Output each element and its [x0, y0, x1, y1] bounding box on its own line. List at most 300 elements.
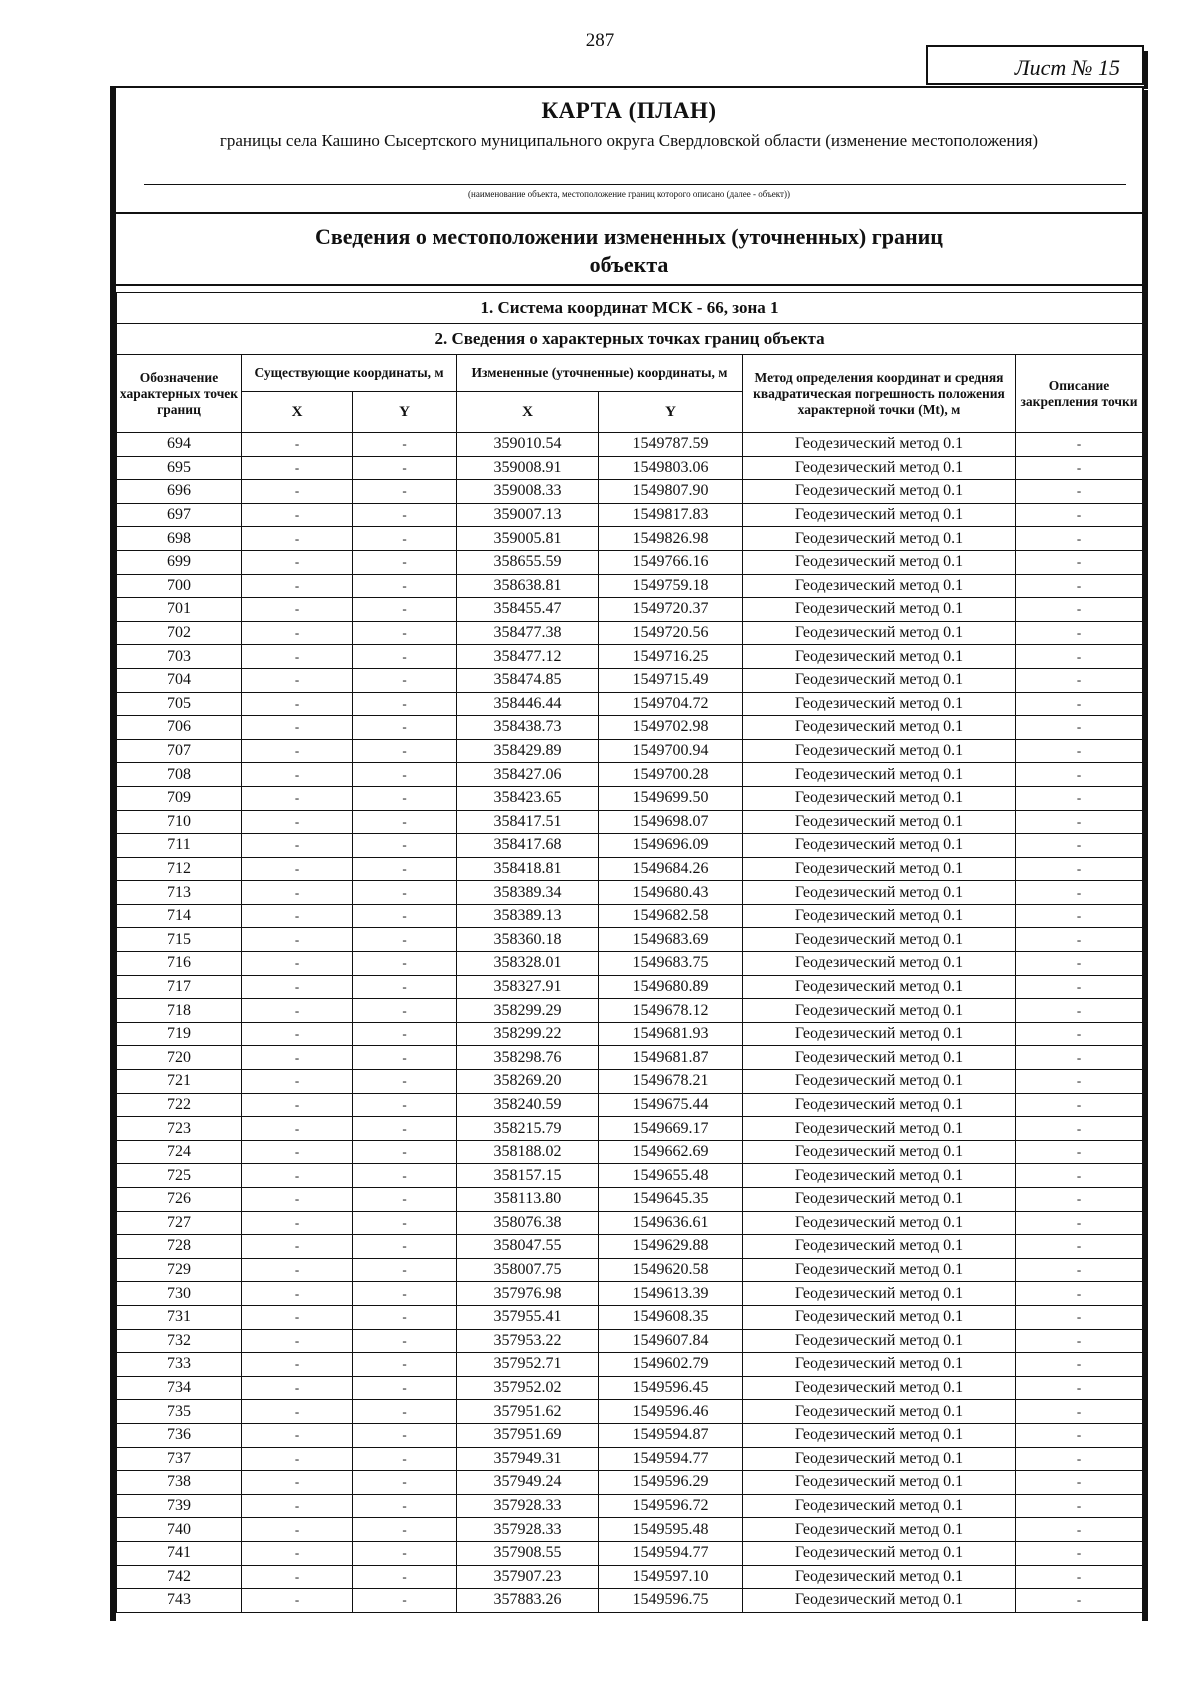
cell-method: Геодезический метод 0.1: [743, 1235, 1016, 1259]
cell-existing-y: -: [353, 999, 457, 1023]
cell-point-number: 716: [117, 952, 242, 976]
cell-fixing-description: -: [1016, 1447, 1143, 1471]
cell-changed-x: 358327.91: [457, 975, 599, 999]
cell-point-number: 726: [117, 1188, 242, 1212]
cell-changed-y: 1549607.84: [599, 1329, 743, 1353]
cell-existing-y: -: [353, 503, 457, 527]
cell-changed-y: 1549594.77: [599, 1541, 743, 1565]
cell-existing-x: -: [242, 1022, 353, 1046]
cell-changed-y: 1549613.39: [599, 1282, 743, 1306]
cell-existing-y: -: [353, 1258, 457, 1282]
cell-existing-x: -: [242, 503, 353, 527]
cell-changed-y: 1549595.48: [599, 1518, 743, 1542]
cell-existing-x: -: [242, 1117, 353, 1141]
cell-point-number: 701: [117, 598, 242, 622]
table-row: [117, 1235, 1143, 1259]
table-row: [117, 1022, 1143, 1046]
cell-fixing-description: -: [1016, 1589, 1143, 1613]
cell-point-number: 720: [117, 1046, 242, 1070]
cell-method: Геодезический метод 0.1: [743, 1565, 1016, 1589]
cell-point-number: 717: [117, 975, 242, 999]
cell-changed-x: 358240.59: [457, 1093, 599, 1117]
cell-point-number: 725: [117, 1164, 242, 1188]
cell-point-number: 737: [117, 1447, 242, 1471]
cell-existing-x: -: [242, 550, 353, 574]
cell-point-number: 729: [117, 1258, 242, 1282]
cell-fixing-description: -: [1016, 598, 1143, 622]
table-row: [117, 1258, 1143, 1282]
table-row: [117, 574, 1143, 598]
cell-method: Геодезический метод 0.1: [743, 527, 1016, 551]
boundary-points-table: [116, 292, 1143, 1613]
cell-existing-y: -: [353, 1070, 457, 1094]
table-row: [117, 1305, 1143, 1329]
cell-existing-x: -: [242, 1140, 353, 1164]
cell-changed-x: 358007.75: [457, 1258, 599, 1282]
page-number: 287: [585, 30, 615, 51]
cell-existing-y: -: [353, 881, 457, 905]
cell-method: Геодезический метод 0.1: [743, 574, 1016, 598]
subtitle-underline: [144, 184, 1126, 185]
cell-changed-x: 358474.85: [457, 668, 599, 692]
cell-point-number: 718: [117, 999, 242, 1023]
cell-method: Геодезический метод 0.1: [743, 952, 1016, 976]
cell-fixing-description: -: [1016, 503, 1143, 527]
cell-fixing-description: -: [1016, 1046, 1143, 1070]
cell-fixing-description: -: [1016, 1329, 1143, 1353]
table-row: [117, 810, 1143, 834]
table-row: [117, 1565, 1143, 1589]
cell-existing-y: -: [353, 975, 457, 999]
cell-method: Геодезический метод 0.1: [743, 999, 1016, 1023]
cell-method: Геодезический метод 0.1: [743, 480, 1016, 504]
cell-changed-x: 357883.26: [457, 1589, 599, 1613]
cell-existing-x: -: [242, 1258, 353, 1282]
cell-existing-y: -: [353, 1565, 457, 1589]
cell-existing-x: -: [242, 1494, 353, 1518]
cell-existing-x: -: [242, 433, 353, 457]
cell-changed-y: 1549681.93: [599, 1022, 743, 1046]
cell-changed-y: 1549675.44: [599, 1093, 743, 1117]
cell-existing-x: -: [242, 999, 353, 1023]
cell-method: Геодезический метод 0.1: [743, 1494, 1016, 1518]
cell-changed-x: 358455.47: [457, 598, 599, 622]
cell-changed-y: 1549759.18: [599, 574, 743, 598]
cell-changed-x: 358328.01: [457, 952, 599, 976]
cell-changed-x: 358446.44: [457, 692, 599, 716]
cell-fixing-description: -: [1016, 1423, 1143, 1447]
cell-existing-x: -: [242, 810, 353, 834]
cell-point-number: 728: [117, 1235, 242, 1259]
cell-changed-y: 1549683.69: [599, 928, 743, 952]
cell-fixing-description: -: [1016, 881, 1143, 905]
cell-existing-y: -: [353, 1447, 457, 1471]
cell-method: Геодезический метод 0.1: [743, 598, 1016, 622]
cell-changed-y: 1549620.58: [599, 1258, 743, 1282]
cell-fixing-description: -: [1016, 716, 1143, 740]
cell-point-number: 739: [117, 1494, 242, 1518]
cell-changed-y: 1549596.75: [599, 1589, 743, 1613]
table-row: [117, 692, 1143, 716]
cell-existing-x: -: [242, 928, 353, 952]
cell-changed-x: 358655.59: [457, 550, 599, 574]
col-designation: Обозначение характерных точек границ: [117, 355, 242, 433]
cell-method: Геодезический метод 0.1: [743, 1305, 1016, 1329]
table-row: [117, 1140, 1143, 1164]
cell-existing-y: -: [353, 598, 457, 622]
cell-method: Геодезический метод 0.1: [743, 550, 1016, 574]
cell-method: Геодезический метод 0.1: [743, 739, 1016, 763]
cell-existing-y: -: [353, 1188, 457, 1212]
cell-changed-x: 358047.55: [457, 1235, 599, 1259]
cell-changed-y: 1549680.43: [599, 881, 743, 905]
cell-existing-x: -: [242, 1164, 353, 1188]
cell-point-number: 708: [117, 763, 242, 787]
cell-existing-y: -: [353, 1211, 457, 1235]
cell-changed-x: 359008.91: [457, 456, 599, 480]
cell-changed-y: 1549699.50: [599, 786, 743, 810]
cell-point-number: 699: [117, 550, 242, 574]
cell-existing-y: -: [353, 1329, 457, 1353]
cell-changed-y: 1549629.88: [599, 1235, 743, 1259]
cell-method: Геодезический метод 0.1: [743, 621, 1016, 645]
cell-fixing-description: -: [1016, 456, 1143, 480]
cell-changed-x: 359010.54: [457, 433, 599, 457]
cell-method: Геодезический метод 0.1: [743, 1046, 1016, 1070]
cell-fixing-description: -: [1016, 975, 1143, 999]
cell-method: Геодезический метод 0.1: [743, 1376, 1016, 1400]
table-row: [117, 433, 1143, 457]
cell-changed-y: 1549596.46: [599, 1400, 743, 1424]
cell-changed-x: 358298.76: [457, 1046, 599, 1070]
cell-fixing-description: -: [1016, 1188, 1143, 1212]
cell-existing-y: -: [353, 1376, 457, 1400]
table-row: [117, 1188, 1143, 1212]
cell-existing-x: -: [242, 1376, 353, 1400]
cell-point-number: 710: [117, 810, 242, 834]
cell-changed-x: 357949.31: [457, 1447, 599, 1471]
cell-method: Геодезический метод 0.1: [743, 456, 1016, 480]
table-row: [117, 881, 1143, 905]
cell-fixing-description: -: [1016, 999, 1143, 1023]
cell-existing-x: -: [242, 952, 353, 976]
cell-existing-x: -: [242, 786, 353, 810]
cell-changed-x: 357908.55: [457, 1541, 599, 1565]
table-row: [117, 456, 1143, 480]
cell-existing-x: -: [242, 1329, 353, 1353]
cell-fixing-description: -: [1016, 1164, 1143, 1188]
cell-point-number: 742: [117, 1565, 242, 1589]
table-row: [117, 834, 1143, 858]
cell-method: Геодезический метод 0.1: [743, 1093, 1016, 1117]
cell-existing-x: -: [242, 621, 353, 645]
cell-fixing-description: -: [1016, 1235, 1143, 1259]
section-header: [116, 214, 1142, 286]
cell-existing-y: -: [353, 692, 457, 716]
cell-fixing-description: -: [1016, 1282, 1143, 1306]
cell-existing-x: -: [242, 763, 353, 787]
cell-point-number: 732: [117, 1329, 242, 1353]
cell-fixing-description: -: [1016, 857, 1143, 881]
cell-changed-y: 1549682.58: [599, 904, 743, 928]
cell-changed-x: 358638.81: [457, 574, 599, 598]
cell-method: Геодезический метод 0.1: [743, 1211, 1016, 1235]
cell-changed-y: 1549602.79: [599, 1353, 743, 1377]
cell-fixing-description: -: [1016, 1305, 1143, 1329]
cell-fixing-description: -: [1016, 1376, 1143, 1400]
cell-existing-y: -: [353, 1164, 457, 1188]
cell-changed-y: 1549645.35: [599, 1188, 743, 1212]
cell-changed-y: 1549807.90: [599, 480, 743, 504]
cell-existing-y: -: [353, 857, 457, 881]
cell-existing-y: -: [353, 1235, 457, 1259]
table-row: [117, 1117, 1143, 1141]
table-row: [117, 739, 1143, 763]
cell-changed-x: 357949.24: [457, 1471, 599, 1495]
cell-existing-y: -: [353, 1305, 457, 1329]
cell-method: Геодезический метод 0.1: [743, 1022, 1016, 1046]
cell-changed-x: 359007.13: [457, 503, 599, 527]
cell-changed-y: 1549826.98: [599, 527, 743, 551]
points-section-row: [117, 324, 1143, 355]
cell-existing-y: -: [353, 527, 457, 551]
cell-existing-x: -: [242, 456, 353, 480]
table-row: [117, 1093, 1143, 1117]
cell-method: Геодезический метод 0.1: [743, 928, 1016, 952]
cell-fixing-description: -: [1016, 928, 1143, 952]
cell-existing-x: -: [242, 1423, 353, 1447]
cell-existing-x: -: [242, 1188, 353, 1212]
cell-changed-y: 1549678.21: [599, 1070, 743, 1094]
cell-changed-x: 358299.29: [457, 999, 599, 1023]
cell-existing-x: -: [242, 692, 353, 716]
table-row: [117, 1353, 1143, 1377]
cell-changed-x: 357955.41: [457, 1305, 599, 1329]
section-title: Сведения о местоположении измененных (уточненных) границ объекта: [315, 224, 943, 277]
cell-changed-y: 1549766.16: [599, 550, 743, 574]
cell-existing-y: -: [353, 668, 457, 692]
cell-existing-x: -: [242, 1235, 353, 1259]
table-row: [117, 904, 1143, 928]
cell-changed-y: 1549608.35: [599, 1305, 743, 1329]
cell-existing-x: -: [242, 1046, 353, 1070]
sheet-box-shadow: [1144, 51, 1148, 89]
table-row: [117, 1070, 1143, 1094]
subtitle-note: (наименование объекта, местоположение границ которого описано (далее - объект)): [468, 189, 790, 199]
cell-changed-y: 1549702.98: [599, 716, 743, 740]
cell-fixing-description: -: [1016, 1518, 1143, 1542]
cell-changed-y: 1549594.77: [599, 1447, 743, 1471]
table-row: [117, 480, 1143, 504]
table-row: [117, 503, 1143, 527]
cell-changed-x: 357907.23: [457, 1565, 599, 1589]
cell-point-number: 731: [117, 1305, 242, 1329]
cell-existing-y: -: [353, 1282, 457, 1306]
cell-method: Геодезический метод 0.1: [743, 433, 1016, 457]
col-changed-y: Y: [599, 392, 743, 433]
cell-existing-x: -: [242, 881, 353, 905]
cell-fixing-description: -: [1016, 1400, 1143, 1424]
cell-changed-x: 357951.62: [457, 1400, 599, 1424]
cell-point-number: 705: [117, 692, 242, 716]
cell-existing-x: -: [242, 480, 353, 504]
cell-point-number: 711: [117, 834, 242, 858]
table-row: [117, 1423, 1143, 1447]
cell-method: Геодезический метод 0.1: [743, 1164, 1016, 1188]
cell-changed-y: 1549669.17: [599, 1117, 743, 1141]
col-existing: Существующие координаты, м: [242, 355, 457, 392]
cell-existing-y: -: [353, 456, 457, 480]
cell-existing-x: -: [242, 574, 353, 598]
table-row: [117, 716, 1143, 740]
cell-method: Геодезический метод 0.1: [743, 668, 1016, 692]
cell-point-number: 703: [117, 645, 242, 669]
cell-fixing-description: -: [1016, 1258, 1143, 1282]
cell-changed-x: 358477.12: [457, 645, 599, 669]
frame-shadow-right: [1144, 90, 1148, 1621]
cell-method: Геодезический метод 0.1: [743, 503, 1016, 527]
cell-changed-x: 358215.79: [457, 1117, 599, 1141]
sheet-label-box: [926, 45, 1144, 85]
cell-existing-x: -: [242, 834, 353, 858]
cell-fixing-description: -: [1016, 668, 1143, 692]
cell-point-number: 724: [117, 1140, 242, 1164]
cell-fixing-description: -: [1016, 1093, 1143, 1117]
cell-point-number: 712: [117, 857, 242, 881]
map-title: КАРТА (ПЛАН): [541, 98, 717, 123]
cell-fixing-description: -: [1016, 621, 1143, 645]
cell-changed-x: 357951.69: [457, 1423, 599, 1447]
coord-system-row: [117, 293, 1143, 324]
cell-existing-y: -: [353, 1471, 457, 1495]
cell-changed-y: 1549596.45: [599, 1376, 743, 1400]
cell-existing-x: -: [242, 1070, 353, 1094]
cell-method: Геодезический метод 0.1: [743, 716, 1016, 740]
cell-existing-x: -: [242, 645, 353, 669]
cell-method: Геодезический метод 0.1: [743, 1518, 1016, 1542]
table-row: [117, 1400, 1143, 1424]
cell-fixing-description: -: [1016, 952, 1143, 976]
cell-fixing-description: -: [1016, 1022, 1143, 1046]
cell-changed-y: 1549700.94: [599, 739, 743, 763]
cell-fixing-description: -: [1016, 550, 1143, 574]
cell-method: Геодезический метод 0.1: [743, 1329, 1016, 1353]
cell-changed-y: 1549597.10: [599, 1565, 743, 1589]
cell-fixing-description: -: [1016, 1353, 1143, 1377]
map-header: [116, 88, 1142, 214]
cell-changed-x: 358188.02: [457, 1140, 599, 1164]
cell-existing-y: -: [353, 1541, 457, 1565]
cell-existing-x: -: [242, 668, 353, 692]
coord-system: 1. Система координат МСК - 66, зона 1: [117, 293, 1143, 324]
cell-existing-y: -: [353, 1117, 457, 1141]
cell-existing-x: -: [242, 598, 353, 622]
cell-point-number: 697: [117, 503, 242, 527]
cell-existing-y: -: [353, 1494, 457, 1518]
cell-fixing-description: -: [1016, 480, 1143, 504]
cell-changed-x: 357928.33: [457, 1494, 599, 1518]
cell-existing-y: -: [353, 834, 457, 858]
cell-fixing-description: -: [1016, 834, 1143, 858]
cell-changed-y: 1549803.06: [599, 456, 743, 480]
table-row: [117, 1447, 1143, 1471]
cell-point-number: 707: [117, 739, 242, 763]
table-row: [117, 928, 1143, 952]
col-existing-y: Y: [353, 392, 457, 433]
table-row: [117, 621, 1143, 645]
cell-changed-y: 1549594.87: [599, 1423, 743, 1447]
cell-changed-y: 1549681.87: [599, 1046, 743, 1070]
table-row: [117, 1589, 1143, 1613]
cell-fixing-description: -: [1016, 574, 1143, 598]
cell-existing-y: -: [353, 763, 457, 787]
col-changed-x: X: [457, 392, 599, 433]
cell-changed-y: 1549720.37: [599, 598, 743, 622]
cell-changed-x: 357952.71: [457, 1353, 599, 1377]
cell-changed-y: 1549698.07: [599, 810, 743, 834]
cell-existing-y: -: [353, 810, 457, 834]
cell-point-number: 696: [117, 480, 242, 504]
col-changed: Измененные (уточненные) координаты, м: [457, 355, 743, 392]
cell-point-number: 714: [117, 904, 242, 928]
cell-changed-x: 358417.68: [457, 834, 599, 858]
cell-point-number: 700: [117, 574, 242, 598]
cell-existing-x: -: [242, 1447, 353, 1471]
cell-method: Геодезический метод 0.1: [743, 834, 1016, 858]
cell-changed-y: 1549700.28: [599, 763, 743, 787]
cell-existing-y: -: [353, 952, 457, 976]
cell-method: Геодезический метод 0.1: [743, 786, 1016, 810]
cell-changed-y: 1549678.12: [599, 999, 743, 1023]
table-row: [117, 999, 1143, 1023]
cell-method: Геодезический метод 0.1: [743, 1447, 1016, 1471]
cell-changed-y: 1549655.48: [599, 1164, 743, 1188]
cell-point-number: 727: [117, 1211, 242, 1235]
cell-method: Геодезический метод 0.1: [743, 692, 1016, 716]
column-header-row: [117, 355, 1143, 392]
cell-changed-x: 358360.18: [457, 928, 599, 952]
table-row: [117, 1541, 1143, 1565]
cell-changed-x: 359005.81: [457, 527, 599, 551]
cell-changed-y: 1549716.25: [599, 645, 743, 669]
table-row: [117, 763, 1143, 787]
cell-point-number: 733: [117, 1353, 242, 1377]
cell-changed-y: 1549680.89: [599, 975, 743, 999]
cell-method: Геодезический метод 0.1: [743, 881, 1016, 905]
cell-changed-x: 358157.15: [457, 1164, 599, 1188]
cell-changed-y: 1549684.26: [599, 857, 743, 881]
cell-changed-y: 1549636.61: [599, 1211, 743, 1235]
cell-point-number: 736: [117, 1423, 242, 1447]
cell-existing-y: -: [353, 904, 457, 928]
cell-changed-x: 358429.89: [457, 739, 599, 763]
cell-existing-y: -: [353, 1022, 457, 1046]
col-existing-x: X: [242, 392, 353, 433]
cell-method: Геодезический метод 0.1: [743, 1258, 1016, 1282]
cell-point-number: 735: [117, 1400, 242, 1424]
cell-changed-y: 1549662.69: [599, 1140, 743, 1164]
cell-method: Геодезический метод 0.1: [743, 810, 1016, 834]
cell-point-number: 719: [117, 1022, 242, 1046]
cell-method: Геодезический метод 0.1: [743, 1589, 1016, 1613]
cell-changed-x: 358269.20: [457, 1070, 599, 1094]
cell-changed-x: 358113.80: [457, 1188, 599, 1212]
cell-changed-x: 359008.33: [457, 480, 599, 504]
cell-changed-x: 357952.02: [457, 1376, 599, 1400]
cell-existing-x: -: [242, 739, 353, 763]
cell-changed-x: 358477.38: [457, 621, 599, 645]
cell-changed-y: 1549720.56: [599, 621, 743, 645]
